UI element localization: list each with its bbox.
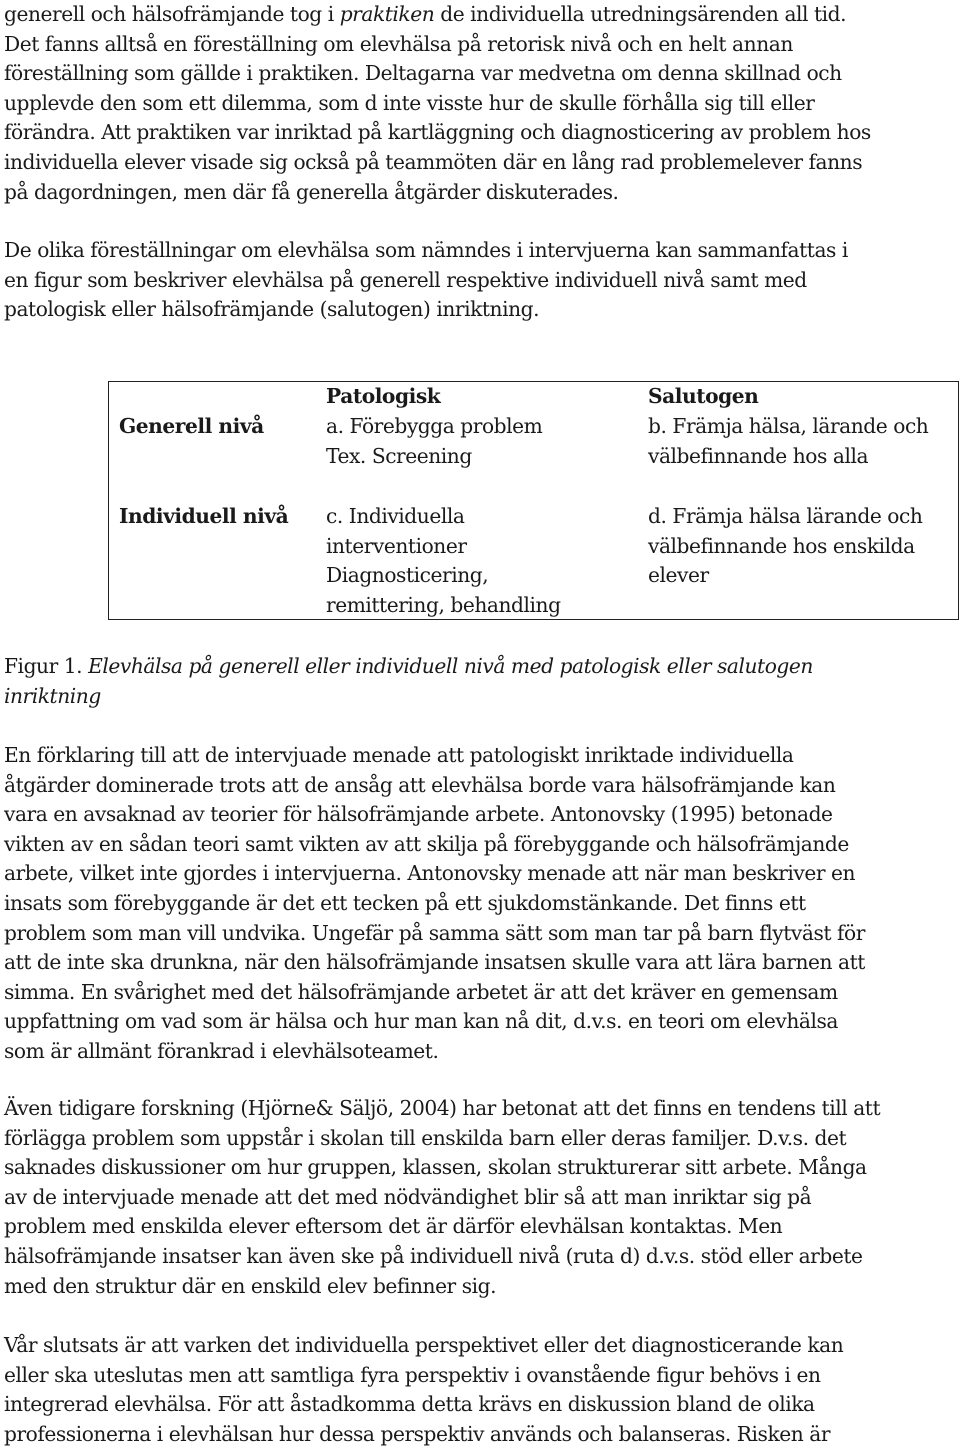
- p4-line-5: problem med enskilda elever eftersom det är därför elevhälsan kontaktas. Men: [4, 1214, 783, 1239]
- p3-line-9: simma. En svårighet med det hälsofrämjande arbetet är att det kräver en gemensam: [4, 979, 838, 1004]
- p1-line-1-post: de individuella utredningsärenden all tid.: [434, 2, 847, 26]
- p3-line-7: problem som man vill undvika. Ungefär på samma sätt som man tar på barn flytväst för: [4, 920, 865, 945]
- caption-line-2: [4, 682, 813, 712]
- cell-c-line-4: remittering, behandling: [326, 592, 561, 617]
- cell-b-line-2: välbefinnande hos alla: [648, 443, 869, 468]
- caption-label: Figur 1.: [4, 654, 89, 678]
- p5-line-3: integrerad elevhälsa. För att åstadkomma detta krävs en diskussion bland de olika: [4, 1392, 815, 1417]
- figure-1-table: [108, 381, 960, 621]
- p1-line-2: Det fanns alltså en föreställning om elevhälsa på retorisk nivå och en helt annan: [4, 31, 793, 56]
- p1-line-6: individuella elever visade sig också på teammöten där en lång rad problemelever fanns: [4, 149, 863, 174]
- p3-line-5: arbete, vilket inte gjordes i intervjuerna. Antonovsky menade att när man beskriver en: [4, 861, 856, 886]
- p3-line-3: vara en avsaknad av teorier för hälsofrämjande arbete. Antonovsky (1995) betonade: [4, 802, 833, 827]
- cell-a-line-2: Tex. Screening: [326, 443, 472, 468]
- cell-c-line-3: Diagnosticering,: [326, 563, 489, 588]
- p1-line-7: på dagordningen, men där få generella åtgärder diskuterades.: [4, 179, 619, 204]
- p4-line-7: med den struktur där en enskild elev befinner sig.: [4, 1273, 497, 1298]
- p4-line-3: saknades diskussioner om hur gruppen, klassen, skolan strukturerar sitt arbete. Många: [4, 1155, 867, 1180]
- p1-line-1-pre: generell och hälsofrämjande tog i: [4, 2, 340, 26]
- caption-title-cont: inriktning: [4, 683, 101, 708]
- p1-line-4: upplevde den som ett dilemma, som d inte visste hur de skulle förhålla sig till eller: [4, 90, 815, 115]
- caption-line-1: [4, 652, 813, 682]
- p3-line-2: åtgärder dominerade trots att de ansåg att elevhälsa borde vara hälsofrämjande kan: [4, 772, 836, 797]
- p1-line-1-emphasis: praktiken: [339, 2, 435, 26]
- cell-b-general-salutogen: [648, 412, 928, 471]
- cell-c-individual-pathological: [326, 502, 561, 620]
- p1-line-5: förändra. Att praktiken var inriktad på kartläggning och diagnosticering av problem hos: [4, 120, 871, 145]
- p2-line-1: De olika föreställningar om elevhälsa som nämndes i intervjuerna kan sammanfattas i: [4, 238, 848, 262]
- column-header-pathological: Patologisk: [326, 384, 441, 408]
- paragraph-4: [4, 1094, 880, 1301]
- caption-title: Elevhälsa på generell eller individuell nivå med patologisk eller salutogen: [88, 654, 813, 678]
- p4-line-6: hälsofrämjande insatser kan även ske på individuell nivå (ruta d) d.v.s. stöd eller arbete: [4, 1243, 863, 1268]
- p4-line-2: förlägga problem som uppstår i skolan till enskilda barn eller deras familjer. D.v.s. det: [4, 1125, 847, 1150]
- column-header-salutogen: Salutogen: [648, 384, 759, 408]
- p5-line-1: Vår slutsats är att varken det individuella perspektivet eller det diagnosticerande kan: [4, 1333, 844, 1357]
- p4-line-1: Även tidigare forskning (Hjörne& Säljö, 2004) har betonat att det finns en tendens till att: [4, 1096, 881, 1120]
- cell-b-line-1: b. Främja hälsa, lärande och: [648, 414, 929, 438]
- p2-line-3: patologisk eller hälsofrämjande (salutogen) inriktning.: [4, 297, 540, 322]
- cell-d-line-2: välbefinnande hos enskilda: [648, 533, 915, 558]
- cell-c-line-2: interventioner: [326, 533, 467, 558]
- p1-line-1: [4, 0, 871, 30]
- p3-line-1: En förklaring till att de intervjuade menade att patologiskt inriktade individuella: [4, 743, 794, 767]
- paragraph-3: [4, 741, 865, 1067]
- p5-line-2: eller ska uteslutas men att samtliga fyra perspektiv i ovanstående figur behövs i en: [4, 1362, 821, 1387]
- p3-line-6: insats som förebyggande är det ett tecken på ett sjukdomstänkande. Det finns ett: [4, 890, 806, 915]
- p3-line-11: som är allmänt förankrad i elevhälsoteamet.: [4, 1038, 439, 1063]
- row-header-individual: Individuell nivå: [119, 504, 289, 528]
- p5-line-4: professionerna i elevhälsan hur dessa perspektiv används och balanseras. Risken är: [4, 1421, 831, 1446]
- figure-caption: [4, 652, 813, 711]
- cell-c-line-1: c. Individuella: [326, 504, 465, 528]
- p3-line-8: att de inte ska drunkna, när den hälsofrämjande insatsen skulle vara att lära barnen att: [4, 950, 865, 975]
- p2-line-2: en figur som beskriver elevhälsa på generell respektive individuell nivå samt med: [4, 267, 807, 292]
- p3-line-4: vikten av en sådan teori samt vikten av att skilja på förebyggande och hälsofrämjande: [4, 831, 849, 856]
- paragraph-2: [4, 236, 848, 325]
- cell-d-line-1: d. Främja hälsa lärande och: [648, 504, 923, 528]
- p3-line-10: uppfattning om vad som är hälsa och hur man kan nå dit, d.v.s. en teori om elevhälsa: [4, 1009, 838, 1034]
- paragraph-5: [4, 1331, 843, 1449]
- cell-d-line-3: elever: [648, 563, 709, 588]
- cell-a-general-pathological: [326, 412, 542, 471]
- paragraph-1: [4, 0, 871, 207]
- row-header-general: Generell nivå: [119, 414, 264, 438]
- p1-line-3: föreställning som gällde i praktiken. Deltagarna var medvetna om denna skillnad och: [4, 61, 842, 86]
- p4-line-4: av de intervjuade menade att det med nödvändighet blir så att man inriktar sig på: [4, 1184, 812, 1209]
- cell-a-line-1: a. Förebygga problem: [326, 414, 543, 438]
- cell-d-individual-salutogen: [648, 502, 922, 591]
